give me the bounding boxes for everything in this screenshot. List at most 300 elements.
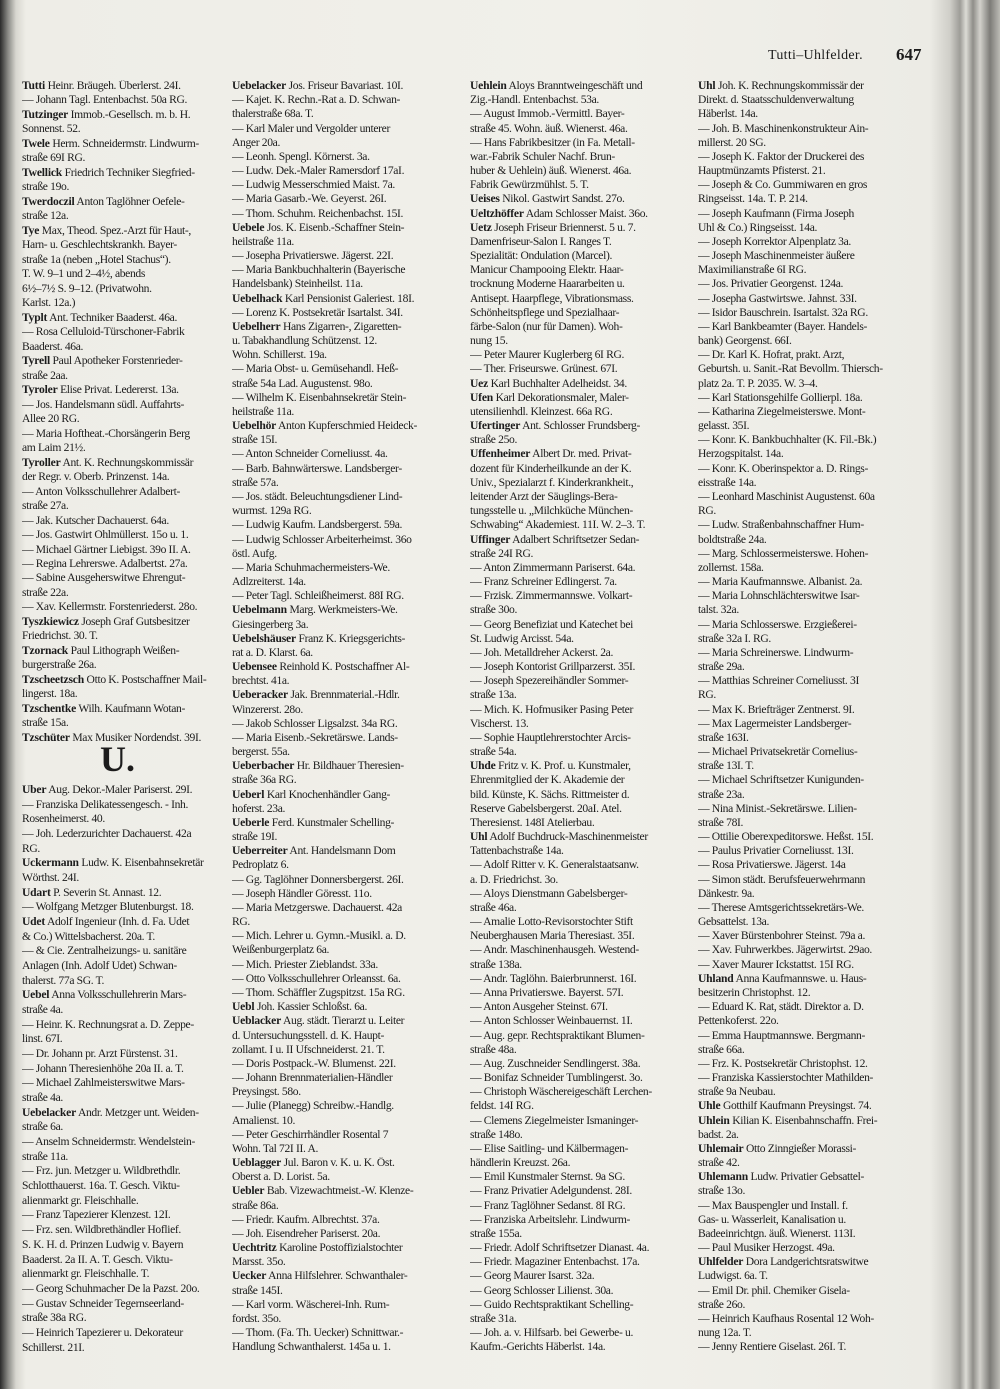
entry-line: — Johann Tagl. Entenbachst. 50a RG. (22, 94, 188, 107)
entry-line: — Anton Zimmermann Pariserst. 64a. (470, 561, 636, 574)
entry-line: — Ther. Friseurswe. Grünest. 67I. (470, 363, 618, 376)
entry-line: — Maria Hoftheat.-Chorsängerin Berg (22, 427, 190, 440)
entry-line: Herzogspitalst. 14a. (698, 448, 784, 461)
entry-line: — Sophie Hauptlehrerstochter Arcis- (470, 731, 631, 744)
entry-line: Ueberle Ferd. Kunstmaler Schelling- (232, 816, 395, 829)
entry-line: Tzscheetzsch Otto K. Postschaffner Mail- (22, 673, 207, 686)
entry-line: — Joseph Kontorist Grillparzerst. 35I. (470, 661, 636, 674)
entry-line: — Gustav Schneider Tegernseerland- (22, 1297, 184, 1310)
entry-surname: Uebele (232, 221, 265, 234)
entry-line: straße 23a. (698, 788, 745, 801)
entry-line: — Bonifaz Schneider Tumblingerst. 3o. (470, 1072, 643, 1085)
entry-line: — Isidor Bauschrein. Isartalst. 32a RG. (698, 306, 868, 319)
entry-line: straße 19I. (232, 831, 278, 844)
entry-line: — Joseph K. Faktor der Druckerei des (698, 150, 865, 163)
entry-line: straße 29a. (698, 661, 745, 674)
entry-line: Tyroler Elise Privat. Ledererst. 13a. (22, 384, 179, 397)
entry-line: tungsstelle u. „Milchküche München- (470, 505, 633, 518)
entry-line: Baaderst. 46a. (22, 340, 84, 353)
page-number: 647 (896, 45, 922, 64)
entry-line: — Peter Tagl. Schleißheimerst. 88I RG. (232, 590, 404, 603)
entry-line: straße 163I. (698, 731, 749, 744)
entry-line: straße 6a. (22, 1121, 63, 1134)
entry-line: Schlotthauerst. 16a. T. Gesch. Viktu- (22, 1180, 180, 1193)
entry-line: — Karl Bankbeamter (Bayer. Handels- (698, 320, 867, 333)
entry-surname: Uffenheimer (470, 448, 531, 461)
entry-line: — Friedr. Magaziner Entenbachst. 17a. (470, 1256, 640, 1269)
entry-line: — Georg Maurer Isarst. 32a. (470, 1270, 595, 1283)
entry-line: — Jos. städt. Beleuchtungsdiener Lind- (232, 490, 403, 503)
column-1-continued (22, 784, 230, 1354)
entry-line: — Michael Schriftsetzer Kunigunden- (698, 774, 864, 787)
entry-line: — Maria Metzgerswe. Dachauerst. 42a (232, 901, 402, 914)
entry-line: straße 36a RG. (232, 774, 297, 787)
entry-line: war.-Fabrik Schuler Nachf. Brun- (470, 150, 615, 163)
entry-line: — Josepha Privatierswe. Jägerst. 22I. (232, 250, 394, 263)
entry-line: Gebsattelst. 13a. (698, 916, 770, 929)
entry-line: — Kajet. K. Rechn.-Rat a. D. Schwan- (232, 94, 401, 107)
entry-line: Uffinger Adalbert Schriftsetzer Sedan- (470, 533, 640, 546)
entry-line: — Emil Dr. phil. Chemiker Gisela- (698, 1284, 850, 1297)
entry-line: — Michael Gärtner Liebigst. 39o II. A. (22, 543, 191, 556)
entry-surname: Uetz (470, 221, 492, 234)
entry-line: Uebelhack Karl Pensionist Galeriest. 18I. (232, 292, 415, 305)
entry-line: — Emil Kunstmaler Sternst. 9a SG. (470, 1171, 625, 1184)
entry-line: Uebelacker Andr. Metzger unt. Weiden- (22, 1106, 199, 1119)
entry-line: — Clemens Ziegelmeister Ismaninger- (470, 1114, 639, 1127)
entry-line: millerst. 20 SG. (698, 136, 766, 149)
entry-line: trocknung Moderne Haararbeiten u. (470, 278, 625, 291)
entry-line: T. W. 9–1 und 2–4½, abends (22, 268, 146, 281)
entry-line: Theresienst. 148I Atelierbau. (470, 816, 595, 829)
entry-line: alienmarkt gr. Fleischhalle. T. (22, 1268, 150, 1281)
entry-line: — Hans Fabrikbesitzer (in Fa. Metall- (470, 136, 635, 149)
entry-line: Wohn. Tal 72I II. A. (232, 1142, 319, 1155)
entry-line: badst. 2a. (698, 1128, 739, 1141)
entry-surname: Uebelshäuser (232, 632, 296, 645)
entry-line: Uhl & Co.) Ringseisst. 14a. (698, 221, 818, 234)
entry-surname: Twerdoczil (22, 195, 75, 208)
entry-line: — Joseph & Co. Gummiwaren en gros (698, 179, 868, 192)
entry-line: — Franz Taglöhner Sedanst. 8I RG. (470, 1199, 626, 1212)
entry-line: — Thom. Schuhm. Reichenbachst. 15I. (232, 207, 404, 220)
entry-surname: Tutti (22, 80, 46, 92)
entry-line: — Matthias Schreiner Corneliusst. 3I (698, 675, 859, 688)
entry-line: — Friedr. Adolf Schriftsetzer Dianast. 4a. (470, 1242, 650, 1255)
entry-line: Twerdoczil Anton Taglöhner Oefele- (22, 195, 185, 208)
entry-line: bild. Künste, K. Sächs. Rittmeister d. (470, 788, 630, 801)
entry-line: Maximilianstraße 6I RG. (698, 264, 807, 277)
entry-line: Uebelhör Anton Kupferschmied Heideck- (232, 420, 417, 433)
entry-line: Uhlein Kilian K. Eisenbahnschaffn. Frei- (698, 1114, 878, 1127)
entry-line: — Michael Privatsekretär Cornelius- (698, 746, 858, 759)
entry-line: Schönheitspflege und Spezialhaar- (470, 306, 620, 319)
entry-line: Uehlein Aloys Branntweingeschäft und (470, 80, 643, 92)
entry-line: — Guido Rechtspraktikant Schelling- (470, 1298, 634, 1311)
entry-line: — Sabine Ausgeherswitwe Ehrengut- (22, 572, 186, 585)
entry-surname: Uebelhör (232, 420, 277, 433)
entry-line: Kaufm.-Gerichts Häberlst. 14a. (470, 1341, 606, 1354)
entry-line: u. Tabakhandlung Schützenst. 12. (232, 335, 377, 348)
entry-line: Uebensee Reinhold K. Postschaffner Al- (232, 661, 410, 674)
entry-line: bank) Georgenst. 66I. (698, 335, 792, 348)
entry-line: brechtst. 41a. (232, 675, 290, 688)
entry-line: — Thom. Schäffler Zugspitzst. 15a RG. (232, 987, 405, 999)
entry-line: — Maria Schuhmachermeisters-We. (232, 561, 390, 574)
entry-line: utensilienhdl. Kleinzest. 66a RG. (470, 405, 613, 418)
entry-line: — Xav. Kellermstr. Forstenriederst. 28o. (22, 601, 198, 614)
entry-surname: Tzschentke (22, 702, 77, 715)
entry-line: straße 12a. (22, 210, 69, 223)
entry-line: — Otto Volksschullehrer Orleansst. 6a. (232, 972, 401, 985)
running-header: Tutti–Uhlfelder. (768, 48, 863, 63)
entry-line: heilstraße 11a. (232, 405, 294, 418)
entry-line: straße 78I. (698, 816, 744, 829)
entry-line: — Aloys Dienstmann Gabelsberger- (470, 887, 628, 900)
entry-line: zollamt. I u. II Ufschneiderst. 21. T. (232, 1043, 385, 1056)
entry-surname: Uehlein (470, 80, 507, 92)
entry-line: — Adolf Ritter v. K. Generalstaatsanw. (470, 859, 639, 872)
entry-line: — Anna Privatierswe. Bayerst. 57I. (470, 987, 624, 999)
entry-line: — Josepha Gastwirtswe. Jahnst. 33I. (698, 292, 857, 305)
entry-surname: Uhland (698, 972, 734, 985)
entry-line: Schillerst. 21I. (22, 1341, 85, 1354)
entry-line: — Thom. (Fa. Th. Uecker) Schnittwar.- (232, 1327, 404, 1340)
entry-line: — Andr. Maschinenhausgeh. Westend- (470, 944, 639, 957)
entry-line: Uhlfelder Dora Landgerichtsratswitwe (698, 1256, 869, 1269)
entry-line: — Nina Minist.-Sekretärswe. Lilien- (698, 802, 857, 815)
entry-line: Tzornack Paul Lithograph Weißen- (22, 644, 180, 657)
entry-line: St. Ludwig Arcisst. 54a. (470, 632, 574, 645)
entry-line: — Mich. Priester Zieblandst. 33a. (232, 958, 378, 971)
entry-line: Ueltzhöffer Adam Schlosser Maist. 36o. (470, 207, 648, 220)
entry-line: — Andr. Taglöhn. Baierbrunnerst. 16I. (470, 972, 637, 985)
entry-line: Ringseisst. 14a. T. P. 214. (698, 193, 808, 206)
entry-line: — Frz. jun. Metzger u. Wildbrethdlr. (22, 1165, 181, 1178)
entry-line: Uebelshäuser Franz K. Kriegsgerichts- (232, 632, 406, 645)
entry-line: — Ludw. Dek.-Maler Ramersdorf 17aI. (232, 165, 405, 178)
entry-line: — Leonh. Spengl. Körnerst. 3a. (232, 150, 370, 163)
entry-line: Uffenheimer Albert Dr. med. Privat- (470, 448, 632, 461)
entry-surname: Udet (22, 916, 46, 929)
entry-line: Wohn. Schillerst. 19a. (232, 349, 327, 362)
entry-line: straße 15I. (232, 434, 278, 447)
entry-line: — Maria Gasarb.-We. Geyerst. 26I. (232, 193, 387, 206)
entry-surname: Tyroller (22, 456, 61, 469)
entry-line: Schwabing“ Akademiest. 11I. W. 2–3. T. (470, 519, 646, 532)
entry-line: — Max Bauspengler und Install. f. (698, 1199, 848, 1212)
entry-surname: Ueises (470, 193, 500, 206)
entry-line: straße 45. Wohn. äuß. Wienerst. 46a. (470, 122, 628, 135)
entry-line: — Joseph Kaufmann (Firma Joseph (698, 207, 854, 220)
entry-line: alienmarkt gr. Fleischhalle. (22, 1194, 139, 1207)
entry-line: Tattenbachstraße 14a. (470, 845, 564, 858)
entry-surname: Uebelhack (232, 292, 283, 305)
entry-surname: Ueberreiter (232, 845, 288, 858)
entry-line: — Marg. Schlossermeisterswe. Hohen- (698, 547, 869, 560)
entry-line: platz 2a. T. P. 2035. W. 3–4. (698, 377, 818, 390)
entry-line: Preysingst. 58o. (232, 1086, 301, 1099)
entry-line: straße 138a. (470, 958, 522, 971)
entry-line: Direkt. d. Staatsschuldenverwaltung (698, 94, 854, 107)
entry-line: rat a. D. Klarst. 6a. (232, 646, 313, 659)
entry-line: — Julie (Planegg) Schreibw.-Handlg. (232, 1100, 394, 1113)
column-2 (232, 80, 458, 1354)
entry-surname: Twele (22, 137, 50, 150)
entry-surname: Uebensee (232, 661, 277, 674)
entry-line: — Amalie Lotto-Revisorstochter Stift (470, 916, 633, 929)
entry-surname: Ueltzhöffer (470, 207, 524, 220)
entry-line: straße 86a. (232, 1199, 279, 1212)
entry-line: & Co.) Wittelsbacherst. 20a. T. (22, 930, 155, 943)
entry-line: — Georg Schlosser Lilienst. 30a. (470, 1284, 614, 1297)
entry-line: — Jenny Rentiere Giselast. 26I. T. (698, 1341, 847, 1354)
entry-surname: Twellick (22, 166, 63, 179)
entry-line: Uecker Anna Hilfslehrer. Schwanthaler- (232, 1270, 408, 1283)
entry-line: — Eduard K. Rat, städt. Direktor a. D. (698, 1001, 864, 1014)
entry-line: straße 15a. (22, 717, 69, 730)
entry-surname: Tye (22, 224, 40, 237)
entry-line: straße 38a RG. (22, 1312, 87, 1325)
entry-line: linst. 67I. (22, 1033, 63, 1046)
entry-line: Anlagen (Inh. Adolf Udet) Schwan- (22, 960, 177, 973)
entry-line: — Frz. sen. Wildbrethändler Hoflief. (22, 1224, 181, 1237)
entry-line: lingerst. 18a. (22, 688, 78, 701)
entry-line: — Jos. Gastwirt Ohlmüllerst. 15o u. 1. (22, 529, 189, 542)
entry-line: Fabrik Gewürzmühlst. 5. T. (470, 179, 589, 192)
entry-line: bergerst. 55a. (232, 746, 290, 759)
entry-line: Handlung Schwanthalerst. 145a u. 1. (232, 1341, 391, 1354)
entry-line: besitzerin Christophst. 12. (698, 987, 811, 999)
entry-line: straße 13o. (698, 1185, 746, 1198)
entry-surname: Uecker (232, 1270, 267, 1283)
entry-surname: Uber (22, 784, 47, 796)
entry-line: Uhland Anna Kaufmannswe. u. Haus- (698, 972, 867, 985)
entry-line: — Simon städt. Berufsfeuerwehrmann (698, 873, 866, 886)
entry-line: zollernst. 158a. (698, 561, 764, 574)
entry-line: straße 27a. (22, 500, 69, 513)
section-heading: U. (100, 739, 135, 779)
entry-surname: Ueberacker (232, 689, 288, 702)
entry-line: — Rosa Celluloid-Türschoner-Fabrik (22, 326, 185, 339)
entry-line: Uez Karl Buchhalter Adelheidst. 34. (470, 377, 627, 390)
entry-line: Pettenkoferst. 22o. (698, 1015, 779, 1028)
entry-line: — Heinr. K. Rechnungsrat a. D. Zeppe- (22, 1018, 194, 1031)
entry-line: Udart P. Severin St. Annast. 12. (22, 886, 162, 899)
entry-line: straße 4a. (22, 1004, 63, 1017)
entry-line: — Franziska Delikatessengesch. - Inh. (22, 798, 189, 811)
entry-line: Typlt Ant. Techniker Baaderst. 46a. (22, 311, 178, 324)
entry-line: — Peter Geschirrhändler Rosental 7 (232, 1128, 389, 1141)
entry-line: straße 69I RG. (22, 152, 86, 165)
entry-line: straße 54a. (470, 746, 517, 759)
entry-line: Tzschüter Max Musiker Nordendst. 39I. (22, 731, 202, 744)
entry-surname: Uhlemair (698, 1142, 744, 1155)
entry-surname: Ueberle (232, 816, 270, 829)
entry-surname: Uckermann (22, 857, 79, 870)
entry-line: Wörthst. 24I. (22, 872, 79, 885)
entry-line: feldst. 14I RG. (470, 1100, 534, 1113)
entry-line: Adlzreiterst. 14a. (232, 576, 306, 589)
entry-line: Tyroller Ant. K. Rechnungskommissär (22, 456, 194, 469)
entry-line: eisstraße 14a. (698, 476, 757, 489)
entry-line: straße 13I. T. (698, 760, 754, 773)
entry-line: Gas- u. Wasserleit, Kanalisation u. (698, 1213, 846, 1226)
entry-line: Uhlemann Ludw. Privatier Gebsattel- (698, 1171, 864, 1184)
entry-line: — Joseph Spezereihändler Sommer- (470, 675, 629, 688)
entry-line: — Aug. gepr. Rechtspraktikant Blumen- (470, 1029, 645, 1042)
entry-line: — Michael Zahlmeisterswitwe Mars- (22, 1077, 185, 1090)
entry-line: Tutti Heinr. Bräugeh. Überlerst. 24I. (22, 80, 181, 92)
entry-line: östl. Aufg. (232, 547, 277, 560)
entry-line: Uebelacker Jos. Friseur Bavariast. 10I. (232, 80, 404, 92)
entry-line: Neuberghausen Maria Theresiast. 35I. (470, 930, 635, 943)
entry-line: Pedroplatz 6. (232, 859, 289, 872)
entry-line: — Leonhard Maschinist Augustenst. 60a (698, 490, 875, 503)
entry-line: straße 148o. (470, 1128, 523, 1141)
entry-surname: Uhlemann (698, 1171, 748, 1184)
entry-line: d. Untersuchungsstell. d. K. Haupt- (232, 1029, 384, 1042)
entry-line: Uebl Joh. Kassier Schloßst. 6a. (232, 1001, 367, 1014)
entry-line: — Maria Kaufmannswe. Albanist. 2a. (698, 576, 863, 589)
entry-line: — Joh. Metalldreher Ackerst. 2a. (470, 646, 614, 659)
entry-line: am Laim 21½. (22, 442, 86, 455)
entry-line: — Wolfgang Metzger Blutenburgst. 18. (22, 901, 194, 914)
entry-line: a. D. Friedrichst. 3o. (470, 873, 558, 886)
entry-line: — Xaver Bürstenbohrer Steinst. 79a a. (698, 930, 866, 943)
entry-line: — Jos. Privatier Georgenst. 124a. (698, 278, 844, 291)
column-1 (22, 80, 230, 744)
entry-line: — Jakob Schlosser Ligsalzst. 34a RG. (232, 717, 398, 730)
entry-line: Marsst. 35o. (232, 1256, 286, 1269)
entry-line: Ueberl Karl Knochenhändler Gang- (232, 788, 391, 801)
entry-line: der Regr. v. Oberb. Prinzenst. 14a. (22, 471, 170, 484)
entry-line: — Karl Maler und Vergolder unterer (232, 122, 390, 135)
entry-line: — Frzisk. Zimmermannswe. Volkart- (470, 590, 633, 603)
entry-line: Oberst a. D. Lorist. 5a. (232, 1171, 330, 1184)
entry-line: Univ., Spezialarzt f. Kinderkrankheit., (470, 476, 634, 489)
entry-line: Allee 20 RG. (22, 413, 80, 426)
entry-line: Uebler Bab. Vizewachtmeist.-W. Klenze- (232, 1185, 414, 1198)
entry-line: — Joh. Eisendreher Pariserst. 20a. (232, 1227, 381, 1240)
entry-line: — Anselm Schneidermstr. Wendelstein- (22, 1136, 196, 1149)
entry-line: Anger 20a. (232, 136, 281, 149)
entry-line: — Maria Schreinerswe. Lindwurm- (698, 646, 854, 659)
entry-line: Ueises Nikol. Gastwirt Sandst. 27o. (470, 193, 625, 206)
entry-line: Badeeinrichtgn. äuß. Wienerst. 113I. (698, 1227, 856, 1240)
entry-surname: Ueblacker (232, 1015, 282, 1028)
entry-surname: Uhde (470, 760, 496, 773)
entry-line: — Doris Postpack.-W. Blumenst. 22I. (232, 1057, 396, 1070)
entry-surname: Tzornack (22, 644, 69, 657)
entry-surname: Uhl (698, 80, 716, 92)
entry-line: — Mich. Lehrer u. Gymn.-Musikl. a. D. (232, 930, 406, 943)
entry-line: straße 42. (698, 1157, 740, 1170)
entry-line: Amalienst. 10. (232, 1114, 296, 1127)
entry-line: — Anton Schlosser Weinbauernst. 1I. (470, 1015, 633, 1028)
entry-line: — Ludwig Messerschmied Maist. 7a. (232, 179, 395, 192)
entry-line: Ueblacker Aug. städt. Tierarzt u. Leiter (232, 1015, 405, 1028)
entry-line: straße 30o. (470, 604, 518, 617)
entry-line: Ueblagger Jul. Baron v. K. u. K. Öst. (232, 1157, 395, 1170)
entry-line: straße 25o. (470, 434, 518, 447)
entry-line: thalerst. 77a SG. T. (22, 974, 105, 987)
entry-line: — Paul Musiker Herzogst. 49a. (698, 1242, 835, 1255)
entry-line: S. K. H. d. Prinzen Ludwig v. Bayern (22, 1238, 184, 1251)
entry-line: Spezialität: Ondulation (Marcel). (470, 250, 613, 263)
entry-line: gelasst. 35I. (698, 420, 750, 433)
entry-surname: Uhlein (698, 1114, 730, 1127)
entry-line: Udet Adolf Ingenieur (Inh. d. Fa. Udet (22, 916, 190, 929)
entry-line: RG. (698, 689, 716, 702)
entry-line: Uhl Adolf Buchdruck-Maschinenmeister (470, 831, 648, 844)
entry-line: Uebelherr Hans Zigarren-, Zigaretten- (232, 320, 402, 333)
entry-line: — Therese Amtsgerichtssekretärs-We. (698, 901, 864, 914)
entry-line: — Ludwig Schlosser Arbeiterheimst. 36o (232, 533, 412, 546)
entry-line: straße 48a. (470, 1043, 517, 1056)
entry-line: händlerin Kreuzst. 26a. (470, 1157, 571, 1170)
entry-surname: Uebelherr (232, 320, 281, 333)
entry-line: Tutzinger Immob.-Gesellsch. m. b. H. (22, 108, 191, 121)
entry-line: burgerstraße 26a. (22, 659, 97, 672)
entry-line: Uhde Fritz v. K. Prof. u. Kunstmaler, (470, 760, 631, 773)
entry-line: — Ludwig Kaufm. Landsbergerst. 59a. (232, 519, 403, 532)
entry-line: — Johann Theresienhöhe 20a II. a. T. (22, 1062, 184, 1075)
entry-line: Dänkestr. 9a. (698, 887, 755, 900)
entry-line: — Barb. Bahnwärterswe. Landsberger- (232, 462, 402, 475)
entry-surname: Ufen (470, 391, 494, 404)
column-3 (470, 80, 696, 1354)
entry-line: — Emma Hauptmannswe. Bergmann- (698, 1029, 866, 1042)
entry-line: — Dr. Karl K. Hofrat, prakt. Arzt, (698, 349, 845, 362)
entry-line: färbe-Salon (nur für Damen). Woh- (470, 320, 623, 333)
entry-line: Sonnenst. 52. (22, 123, 81, 136)
entry-line: — Mich. K. Hofmusiker Pasing Peter (470, 703, 633, 716)
entry-line: Tzschentke Wilh. Kaufmann Wotan- (22, 702, 186, 715)
entry-line: huber & Uehlein) äuß. Wienerst. 46a. (470, 165, 632, 178)
entry-line: — Konr. K. Oberinspektor a. D. Rings- (698, 462, 868, 475)
entry-line: RG. (698, 505, 716, 518)
entry-line: — Karl Stationsgehilfe Gollierpl. 18a. (698, 391, 863, 404)
entry-line: nung 15. (470, 335, 508, 348)
entry-line: Baaderst. 2a II. A. T. Gesch. Viktu- (22, 1253, 173, 1266)
entry-line: — Friedr. Kaufm. Albrechtst. 37a. (232, 1213, 380, 1226)
entry-line: — Paulus Privatier Corneliusst. 13I. (698, 845, 854, 858)
entry-surname: Uhle (698, 1100, 721, 1113)
entry-line: nung 12a. T. (698, 1327, 752, 1340)
entry-line: Giesingerberg 3a. (232, 618, 309, 631)
entry-surname: Tyrell (22, 355, 50, 368)
entry-line: — Dr. Johann pr. Arzt Fürstenst. 31. (22, 1048, 178, 1061)
entry-line: — Maria Lohnschlächterswitwe Isar- (698, 590, 860, 603)
entry-line: straße 46a. (470, 901, 517, 914)
entry-line: thalerstraße 68a. T. (232, 108, 314, 121)
entry-line: straße 32a I. RG. (698, 632, 771, 645)
entry-line: — Rosa Privatierswe. Jägerst. 14a (698, 859, 846, 872)
entry-line: — Franz Schreiner Edlingerst. 7a. (470, 576, 617, 589)
entry-line: — Elise Saitling- und Kälbermagen- (470, 1142, 629, 1155)
entry-line: — August Immob.-Vermittl. Bayer- (470, 108, 625, 121)
entry-line: fordst. 35o. (232, 1312, 281, 1325)
entry-line: Karlst. 12a.) (22, 297, 76, 310)
entry-surname: Uhlfelder (698, 1256, 744, 1269)
entry-line: — Christoph Wäschereigeschäft Lerchen- (470, 1086, 652, 1099)
entry-line: — Joh. B. Maschinenkonstrukteur Ain- (698, 122, 869, 135)
entry-line: Ufen Karl Dekorationsmaler, Maler- (470, 391, 629, 404)
entry-line: Ueberreiter Ant. Handelsmann Dom (232, 845, 396, 858)
entry-line: straße 13a. (470, 689, 517, 702)
entry-surname: Uebelacker (22, 1106, 77, 1119)
